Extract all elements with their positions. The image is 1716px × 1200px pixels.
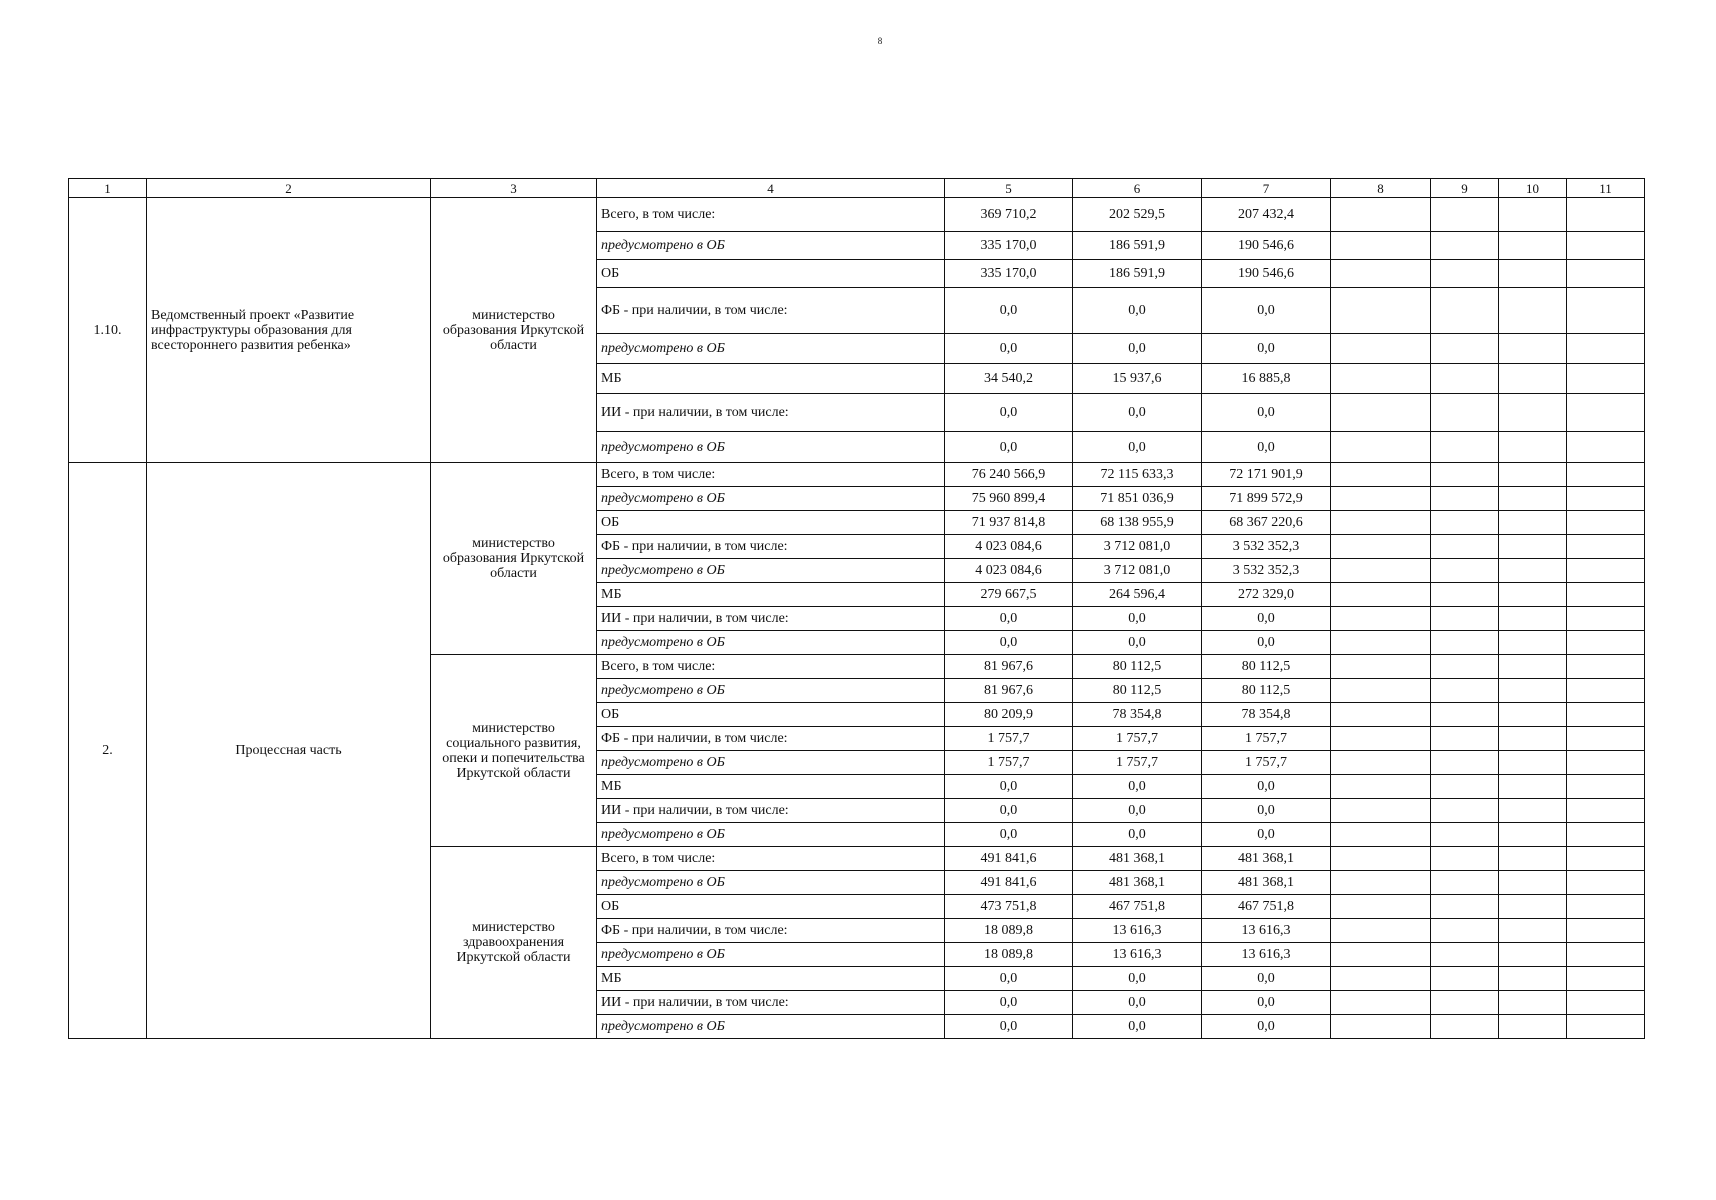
value-col-6: 0,0 — [1073, 334, 1202, 364]
value-col-7: 481 368,1 — [1202, 871, 1331, 895]
empty-cell-col-8 — [1331, 288, 1431, 334]
empty-cell-col-11 — [1567, 871, 1645, 895]
empty-cell-col-10 — [1499, 260, 1567, 288]
value-col-7: 1 757,7 — [1202, 727, 1331, 751]
empty-cell-col-10 — [1499, 967, 1567, 991]
value-col-5: 0,0 — [945, 967, 1073, 991]
value-col-6: 467 751,8 — [1073, 895, 1202, 919]
value-col-5: 76 240 566,9 — [945, 463, 1073, 487]
value-col-7: 80 112,5 — [1202, 655, 1331, 679]
empty-cell-col-9 — [1431, 535, 1499, 559]
empty-cell-col-10 — [1499, 1015, 1567, 1039]
empty-cell-col-8 — [1331, 511, 1431, 535]
empty-cell-col-11 — [1567, 655, 1645, 679]
empty-cell-col-11 — [1567, 799, 1645, 823]
funding-source-label: ОБ — [597, 260, 945, 288]
value-col-5: 0,0 — [945, 334, 1073, 364]
empty-cell-col-11 — [1567, 559, 1645, 583]
empty-cell-col-10 — [1499, 823, 1567, 847]
table-row — [69, 198, 1645, 232]
value-col-5: 0,0 — [945, 288, 1073, 334]
empty-cell-col-9 — [1431, 727, 1499, 751]
empty-cell-col-10 — [1499, 288, 1567, 334]
page-number: 8 — [877, 36, 883, 46]
empty-cell-col-9 — [1431, 432, 1499, 463]
empty-cell-col-9 — [1431, 511, 1499, 535]
empty-cell-col-11 — [1567, 1015, 1645, 1039]
empty-cell-col-8 — [1331, 679, 1431, 703]
value-col-6: 3 712 081,0 — [1073, 559, 1202, 583]
empty-cell-col-11 — [1567, 895, 1645, 919]
funding-source-label: ИИ - при наличии, в том числе: — [597, 394, 945, 432]
value-col-7: 71 899 572,9 — [1202, 487, 1331, 511]
column-header-4: 4 — [597, 179, 945, 198]
value-col-5: 0,0 — [945, 1015, 1073, 1039]
section-number: 1.10. — [69, 198, 147, 463]
funding-source-label: ФБ - при наличии, в том числе: — [597, 535, 945, 559]
empty-cell-col-8 — [1331, 655, 1431, 679]
empty-cell-col-11 — [1567, 967, 1645, 991]
empty-cell-col-9 — [1431, 823, 1499, 847]
empty-cell-col-8 — [1331, 799, 1431, 823]
empty-cell-col-9 — [1431, 260, 1499, 288]
empty-cell-col-8 — [1331, 559, 1431, 583]
column-header-2: 2 — [147, 179, 431, 198]
value-col-5: 0,0 — [945, 631, 1073, 655]
empty-cell-col-9 — [1431, 895, 1499, 919]
empty-cell-col-11 — [1567, 583, 1645, 607]
value-col-5: 81 967,6 — [945, 655, 1073, 679]
responsible-executor: министерство образования Иркутской области — [431, 198, 597, 463]
empty-cell-col-10 — [1499, 583, 1567, 607]
funding-source-label: предусмотрено в ОБ — [597, 943, 945, 967]
column-header-3: 3 — [431, 179, 597, 198]
empty-cell-col-10 — [1499, 655, 1567, 679]
funding-source-label: ФБ - при наличии, в том числе: — [597, 919, 945, 943]
empty-cell-col-11 — [1567, 432, 1645, 463]
column-header-6: 6 — [1073, 179, 1202, 198]
empty-cell-col-8 — [1331, 334, 1431, 364]
value-col-6: 13 616,3 — [1073, 919, 1202, 943]
value-col-5: 369 710,2 — [945, 198, 1073, 232]
value-col-5: 75 960 899,4 — [945, 487, 1073, 511]
value-col-6: 0,0 — [1073, 432, 1202, 463]
empty-cell-col-10 — [1499, 364, 1567, 394]
empty-cell-col-10 — [1499, 432, 1567, 463]
value-col-7: 16 885,8 — [1202, 364, 1331, 394]
empty-cell-col-9 — [1431, 232, 1499, 260]
value-col-6: 3 712 081,0 — [1073, 535, 1202, 559]
empty-cell-col-10 — [1499, 799, 1567, 823]
empty-cell-col-8 — [1331, 847, 1431, 871]
empty-cell-col-10 — [1499, 679, 1567, 703]
empty-cell-col-9 — [1431, 871, 1499, 895]
value-col-5: 1 757,7 — [945, 751, 1073, 775]
value-col-5: 279 667,5 — [945, 583, 1073, 607]
empty-cell-col-11 — [1567, 607, 1645, 631]
funding-source-label: предусмотрено в ОБ — [597, 487, 945, 511]
empty-cell-col-11 — [1567, 823, 1645, 847]
empty-cell-col-11 — [1567, 847, 1645, 871]
value-col-6: 13 616,3 — [1073, 943, 1202, 967]
empty-cell-col-11 — [1567, 775, 1645, 799]
empty-cell-col-8 — [1331, 260, 1431, 288]
empty-cell-col-9 — [1431, 1015, 1499, 1039]
value-col-7: 0,0 — [1202, 991, 1331, 1015]
funding-source-label: Всего, в том числе: — [597, 463, 945, 487]
empty-cell-col-11 — [1567, 919, 1645, 943]
value-col-7: 0,0 — [1202, 1015, 1331, 1039]
empty-cell-col-8 — [1331, 775, 1431, 799]
empty-cell-col-9 — [1431, 607, 1499, 631]
empty-cell-col-8 — [1331, 364, 1431, 394]
empty-cell-col-10 — [1499, 535, 1567, 559]
empty-cell-col-9 — [1431, 775, 1499, 799]
funding-source-label: ИИ - при наличии, в том числе: — [597, 799, 945, 823]
value-col-7: 3 532 352,3 — [1202, 535, 1331, 559]
empty-cell-col-8 — [1331, 463, 1431, 487]
value-col-6: 0,0 — [1073, 631, 1202, 655]
empty-cell-col-9 — [1431, 364, 1499, 394]
empty-cell-col-9 — [1431, 394, 1499, 432]
column-header-11: 11 — [1567, 179, 1645, 198]
empty-cell-col-9 — [1431, 463, 1499, 487]
value-col-5: 0,0 — [945, 799, 1073, 823]
value-col-7: 0,0 — [1202, 394, 1331, 432]
empty-cell-col-11 — [1567, 487, 1645, 511]
value-col-5: 0,0 — [945, 432, 1073, 463]
empty-cell-col-11 — [1567, 679, 1645, 703]
value-col-6: 80 112,5 — [1073, 655, 1202, 679]
empty-cell-col-11 — [1567, 727, 1645, 751]
value-col-6: 0,0 — [1073, 967, 1202, 991]
funding-source-label: предусмотрено в ОБ — [597, 751, 945, 775]
value-col-7: 0,0 — [1202, 823, 1331, 847]
value-col-7: 207 432,4 — [1202, 198, 1331, 232]
section-name: Ведомственный проект «Развитие инфраструктуры образования для всестороннего развития ребенка» — [147, 198, 431, 463]
value-col-5: 4 023 084,6 — [945, 559, 1073, 583]
responsible-executor: министерство социального развития, опеки и попечительства Иркутской области — [431, 655, 597, 847]
value-col-6: 1 757,7 — [1073, 727, 1202, 751]
value-col-5: 34 540,2 — [945, 364, 1073, 394]
empty-cell-col-11 — [1567, 751, 1645, 775]
empty-cell-col-10 — [1499, 751, 1567, 775]
empty-cell-col-9 — [1431, 847, 1499, 871]
funding-source-label: МБ — [597, 583, 945, 607]
empty-cell-col-9 — [1431, 751, 1499, 775]
empty-cell-col-11 — [1567, 535, 1645, 559]
empty-cell-col-8 — [1331, 1015, 1431, 1039]
empty-cell-col-11 — [1567, 991, 1645, 1015]
value-col-5: 1 757,7 — [945, 727, 1073, 751]
empty-cell-col-8 — [1331, 751, 1431, 775]
empty-cell-col-10 — [1499, 334, 1567, 364]
funding-source-label: ОБ — [597, 895, 945, 919]
value-col-6: 68 138 955,9 — [1073, 511, 1202, 535]
empty-cell-col-8 — [1331, 991, 1431, 1015]
empty-cell-col-11 — [1567, 364, 1645, 394]
empty-cell-col-11 — [1567, 631, 1645, 655]
empty-cell-col-11 — [1567, 198, 1645, 232]
column-header-1: 1 — [69, 179, 147, 198]
empty-cell-col-10 — [1499, 559, 1567, 583]
funding-source-label: Всего, в том числе: — [597, 198, 945, 232]
funding-source-label: Всего, в том числе: — [597, 847, 945, 871]
empty-cell-col-10 — [1499, 703, 1567, 727]
empty-cell-col-10 — [1499, 895, 1567, 919]
empty-cell-col-8 — [1331, 535, 1431, 559]
empty-cell-col-10 — [1499, 991, 1567, 1015]
value-col-6: 202 529,5 — [1073, 198, 1202, 232]
funding-source-label: МБ — [597, 967, 945, 991]
value-col-7: 80 112,5 — [1202, 679, 1331, 703]
value-col-6: 72 115 633,3 — [1073, 463, 1202, 487]
value-col-6: 481 368,1 — [1073, 847, 1202, 871]
value-col-7: 72 171 901,9 — [1202, 463, 1331, 487]
funding-source-label: МБ — [597, 364, 945, 394]
empty-cell-col-8 — [1331, 727, 1431, 751]
column-header-9: 9 — [1431, 179, 1499, 198]
empty-cell-col-11 — [1567, 511, 1645, 535]
value-col-6: 264 596,4 — [1073, 583, 1202, 607]
empty-cell-col-9 — [1431, 559, 1499, 583]
funding-source-label: МБ — [597, 775, 945, 799]
empty-cell-col-10 — [1499, 394, 1567, 432]
value-col-6: 71 851 036,9 — [1073, 487, 1202, 511]
value-col-5: 335 170,0 — [945, 260, 1073, 288]
funding-source-label: предусмотрено в ОБ — [597, 631, 945, 655]
value-col-6: 186 591,9 — [1073, 260, 1202, 288]
empty-cell-col-11 — [1567, 703, 1645, 727]
value-col-7: 190 546,6 — [1202, 260, 1331, 288]
value-col-5: 0,0 — [945, 607, 1073, 631]
value-col-7: 0,0 — [1202, 607, 1331, 631]
table-body — [69, 179, 1645, 1039]
empty-cell-col-9 — [1431, 655, 1499, 679]
funding-source-label: предусмотрено в ОБ — [597, 679, 945, 703]
value-col-6: 1 757,7 — [1073, 751, 1202, 775]
value-col-5: 473 751,8 — [945, 895, 1073, 919]
empty-cell-col-9 — [1431, 631, 1499, 655]
funding-source-label: предусмотрено в ОБ — [597, 432, 945, 463]
empty-cell-col-10 — [1499, 631, 1567, 655]
empty-cell-col-11 — [1567, 232, 1645, 260]
value-col-7: 0,0 — [1202, 631, 1331, 655]
value-col-5: 71 937 814,8 — [945, 511, 1073, 535]
empty-cell-col-9 — [1431, 967, 1499, 991]
empty-cell-col-10 — [1499, 919, 1567, 943]
empty-cell-col-9 — [1431, 799, 1499, 823]
value-col-6: 0,0 — [1073, 394, 1202, 432]
empty-cell-col-8 — [1331, 895, 1431, 919]
funding-source-label: предусмотрено в ОБ — [597, 559, 945, 583]
empty-cell-col-10 — [1499, 607, 1567, 631]
value-col-7: 0,0 — [1202, 432, 1331, 463]
funding-source-label: ИИ - при наличии, в том числе: — [597, 991, 945, 1015]
funding-source-label: предусмотрено в ОБ — [597, 334, 945, 364]
table-row — [69, 463, 1645, 487]
funding-source-label: ФБ - при наличии, в том числе: — [597, 727, 945, 751]
funding-source-label: предусмотрено в ОБ — [597, 232, 945, 260]
value-col-7: 467 751,8 — [1202, 895, 1331, 919]
section-number: 2. — [69, 463, 147, 1039]
funding-source-label: предусмотрено в ОБ — [597, 823, 945, 847]
empty-cell-col-9 — [1431, 583, 1499, 607]
empty-cell-col-11 — [1567, 288, 1645, 334]
empty-cell-col-9 — [1431, 679, 1499, 703]
column-header-10: 10 — [1499, 179, 1567, 198]
value-col-7: 1 757,7 — [1202, 751, 1331, 775]
empty-cell-col-9 — [1431, 703, 1499, 727]
empty-cell-col-8 — [1331, 967, 1431, 991]
responsible-executor: министерство здравоохранения Иркутской области — [431, 847, 597, 1039]
value-col-7: 3 532 352,3 — [1202, 559, 1331, 583]
empty-cell-col-10 — [1499, 871, 1567, 895]
value-col-6: 15 937,6 — [1073, 364, 1202, 394]
empty-cell-col-8 — [1331, 703, 1431, 727]
value-col-7: 0,0 — [1202, 799, 1331, 823]
responsible-executor: министерство образования Иркутской области — [431, 463, 597, 655]
funding-source-label: Всего, в том числе: — [597, 655, 945, 679]
empty-cell-col-9 — [1431, 288, 1499, 334]
empty-cell-col-8 — [1331, 631, 1431, 655]
value-col-6: 0,0 — [1073, 1015, 1202, 1039]
value-col-5: 4 023 084,6 — [945, 535, 1073, 559]
empty-cell-col-11 — [1567, 943, 1645, 967]
funding-source-label: ИИ - при наличии, в том числе: — [597, 607, 945, 631]
funding-source-label: предусмотрено в ОБ — [597, 1015, 945, 1039]
value-col-6: 78 354,8 — [1073, 703, 1202, 727]
empty-cell-col-10 — [1499, 463, 1567, 487]
empty-cell-col-8 — [1331, 943, 1431, 967]
empty-cell-col-10 — [1499, 847, 1567, 871]
value-col-7: 272 329,0 — [1202, 583, 1331, 607]
empty-cell-col-8 — [1331, 198, 1431, 232]
column-header-8: 8 — [1331, 179, 1431, 198]
value-col-5: 491 841,6 — [945, 871, 1073, 895]
empty-cell-col-8 — [1331, 919, 1431, 943]
column-header-5: 5 — [945, 179, 1073, 198]
value-col-7: 13 616,3 — [1202, 919, 1331, 943]
value-col-5: 81 967,6 — [945, 679, 1073, 703]
value-col-7: 481 368,1 — [1202, 847, 1331, 871]
funding-source-label: ФБ - при наличии, в том числе: — [597, 288, 945, 334]
funding-source-label: предусмотрено в ОБ — [597, 871, 945, 895]
empty-cell-col-11 — [1567, 334, 1645, 364]
empty-cell-col-10 — [1499, 232, 1567, 260]
empty-cell-col-8 — [1331, 232, 1431, 260]
value-col-6: 0,0 — [1073, 823, 1202, 847]
value-col-7: 0,0 — [1202, 334, 1331, 364]
budget-table — [68, 178, 1645, 1039]
value-col-6: 0,0 — [1073, 799, 1202, 823]
section-name: Процессная часть — [147, 463, 431, 1039]
value-col-7: 0,0 — [1202, 288, 1331, 334]
value-col-6: 0,0 — [1073, 288, 1202, 334]
value-col-7: 0,0 — [1202, 775, 1331, 799]
empty-cell-col-9 — [1431, 919, 1499, 943]
value-col-5: 0,0 — [945, 823, 1073, 847]
empty-cell-col-8 — [1331, 871, 1431, 895]
value-col-5: 80 209,9 — [945, 703, 1073, 727]
empty-cell-col-10 — [1499, 775, 1567, 799]
value-col-7: 13 616,3 — [1202, 943, 1331, 967]
value-col-6: 0,0 — [1073, 775, 1202, 799]
empty-cell-col-8 — [1331, 432, 1431, 463]
empty-cell-col-9 — [1431, 334, 1499, 364]
empty-cell-col-11 — [1567, 463, 1645, 487]
funding-source-label: ОБ — [597, 703, 945, 727]
value-col-7: 68 367 220,6 — [1202, 511, 1331, 535]
empty-cell-col-10 — [1499, 198, 1567, 232]
empty-cell-col-10 — [1499, 511, 1567, 535]
empty-cell-col-8 — [1331, 487, 1431, 511]
value-col-6: 0,0 — [1073, 991, 1202, 1015]
empty-cell-col-11 — [1567, 260, 1645, 288]
value-col-6: 80 112,5 — [1073, 679, 1202, 703]
empty-cell-col-9 — [1431, 198, 1499, 232]
value-col-5: 491 841,6 — [945, 847, 1073, 871]
value-col-5: 335 170,0 — [945, 232, 1073, 260]
value-col-5: 18 089,8 — [945, 919, 1073, 943]
empty-cell-col-8 — [1331, 583, 1431, 607]
funding-source-label: ОБ — [597, 511, 945, 535]
value-col-5: 18 089,8 — [945, 943, 1073, 967]
header-row — [69, 179, 1645, 198]
value-col-5: 0,0 — [945, 775, 1073, 799]
value-col-7: 0,0 — [1202, 967, 1331, 991]
empty-cell-col-10 — [1499, 487, 1567, 511]
value-col-6: 186 591,9 — [1073, 232, 1202, 260]
value-col-5: 0,0 — [945, 394, 1073, 432]
column-header-7: 7 — [1202, 179, 1331, 198]
empty-cell-col-8 — [1331, 607, 1431, 631]
empty-cell-col-9 — [1431, 487, 1499, 511]
empty-cell-col-10 — [1499, 727, 1567, 751]
empty-cell-col-10 — [1499, 943, 1567, 967]
empty-cell-col-11 — [1567, 394, 1645, 432]
value-col-6: 481 368,1 — [1073, 871, 1202, 895]
empty-cell-col-8 — [1331, 394, 1431, 432]
value-col-6: 0,0 — [1073, 607, 1202, 631]
value-col-7: 78 354,8 — [1202, 703, 1331, 727]
empty-cell-col-9 — [1431, 943, 1499, 967]
empty-cell-col-9 — [1431, 991, 1499, 1015]
value-col-5: 0,0 — [945, 991, 1073, 1015]
value-col-7: 190 546,6 — [1202, 232, 1331, 260]
empty-cell-col-8 — [1331, 823, 1431, 847]
